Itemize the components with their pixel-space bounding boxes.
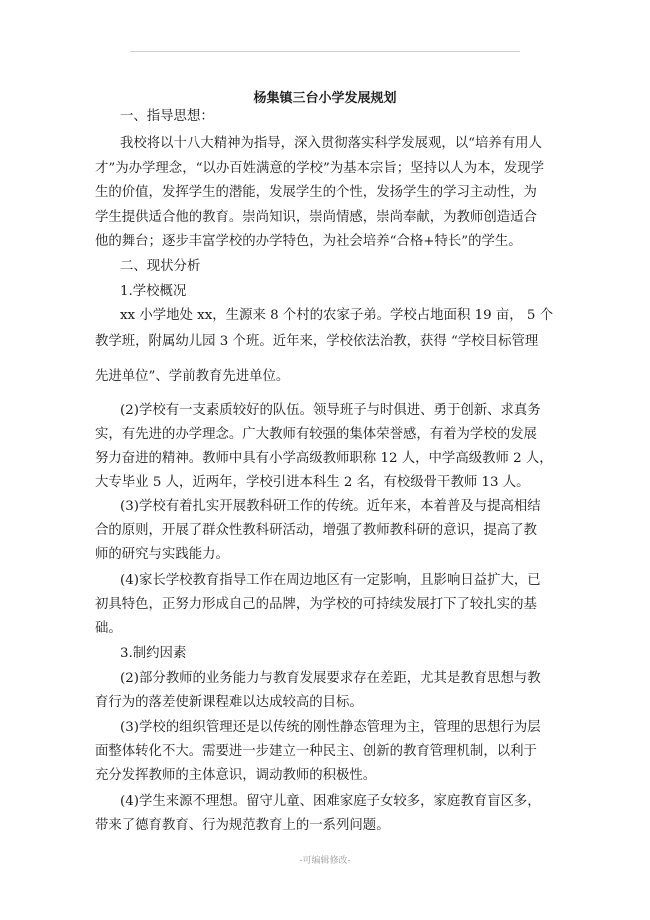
- header-rule: [130, 51, 520, 52]
- body-line: (4)学生来源不理想。留守儿童、困难家庭子女较多，家庭教育盲区多，: [120, 794, 541, 809]
- body-line: 带来了德育教育、行为规范教育上的一系列问题。: [95, 818, 390, 833]
- body-line: (4)家长学校教育指导工作在周边地区有一定影响，且影响日益扩大，已: [120, 573, 541, 588]
- body-line: xx 小学地处 xx，生源来 8 个村的农家子弟。学校占地面积 19 亩， 5 个: [120, 308, 554, 323]
- body-line: 努力奋进的精神。教师中具有小学高级教师职称 12 人，中学高级教师 2 人，: [95, 451, 553, 466]
- body-line: 才”为办学理念，“以办百姓满意的学校”为基本宗旨；坚持以人为本，发现学: [95, 161, 545, 176]
- section-heading: 二、现状分析: [120, 259, 201, 274]
- footer-note: -可编辑修改-: [299, 856, 351, 866]
- body-line: 础。: [95, 621, 122, 636]
- body-line: 初具特色，正努力形成自己的品牌，为学校的可持续发展打下了较扎实的基: [95, 597, 537, 612]
- body-line: (2)部分教师的业务能力与教育发展要求存在差距，尤其是教育思想与教: [120, 671, 541, 686]
- body-line: 他的舞台；逐步丰富学校的办学特色，为社会培养“合格+特长”的学生。: [95, 234, 522, 249]
- document-title: 杨集镇三台小学发展规划: [253, 91, 397, 106]
- subsection-heading: 1.学校概况: [120, 284, 187, 299]
- body-line: 实，有先进的办学理念。广大教师有较强的集体荣誉感，有着为学校的发展: [95, 427, 537, 442]
- body-line: 教学班，附属幼儿园 3 个班。近年来，学校依法治教，获得 “学校目标管理: [95, 334, 539, 349]
- subsection-heading: 3.制约因素: [120, 646, 187, 661]
- section-heading: 一、指导思想：: [120, 109, 214, 124]
- body-line: 师的研究与实践能力。: [95, 547, 229, 562]
- body-line: 合的原则，开展了群众性教科研活动，增强了教师教科研的意识，提高了教: [95, 523, 537, 538]
- body-line: 生的价值，发挥学生的潜能，发展学生的个性，发扬学生的学习主动性，为: [95, 185, 537, 200]
- body-line: (3)学校的组织管理还是以传统的刚性静态管理为主，管理的思想行为层: [120, 720, 541, 735]
- body-line: 充分发挥教师的主体意识，调动教师的积极性。: [95, 768, 377, 783]
- body-line: 育行为的落差使新课程难以达成较高的目标。: [95, 695, 363, 710]
- body-line: 大专毕业 5 人，近两年，学校引进本科生 2 名，有校级骨干教师 13 人。: [95, 475, 530, 490]
- body-line: 我校将以十八大精神为指导，深入贯彻落实科学发展观，以“培养有用人: [120, 136, 542, 151]
- body-line: (2)学校有一支素质较好的队伍。领导班子与时俱进、勇于创新、求真务: [120, 403, 541, 418]
- body-line: 先进单位”、学前教育先进单位。: [95, 369, 290, 384]
- body-line: 学生提供适合他的教育。崇尚知识，崇尚情感，崇尚奉献，为教师创造适合: [95, 210, 537, 225]
- body-line: 面整体转化不大。需要进一步建立一种民主、创新的教育管理机制，以利于: [95, 744, 537, 759]
- body-line: (3)学校有着扎实开展教科研工作的传统。近年来，本着普及与提高相结: [120, 499, 541, 514]
